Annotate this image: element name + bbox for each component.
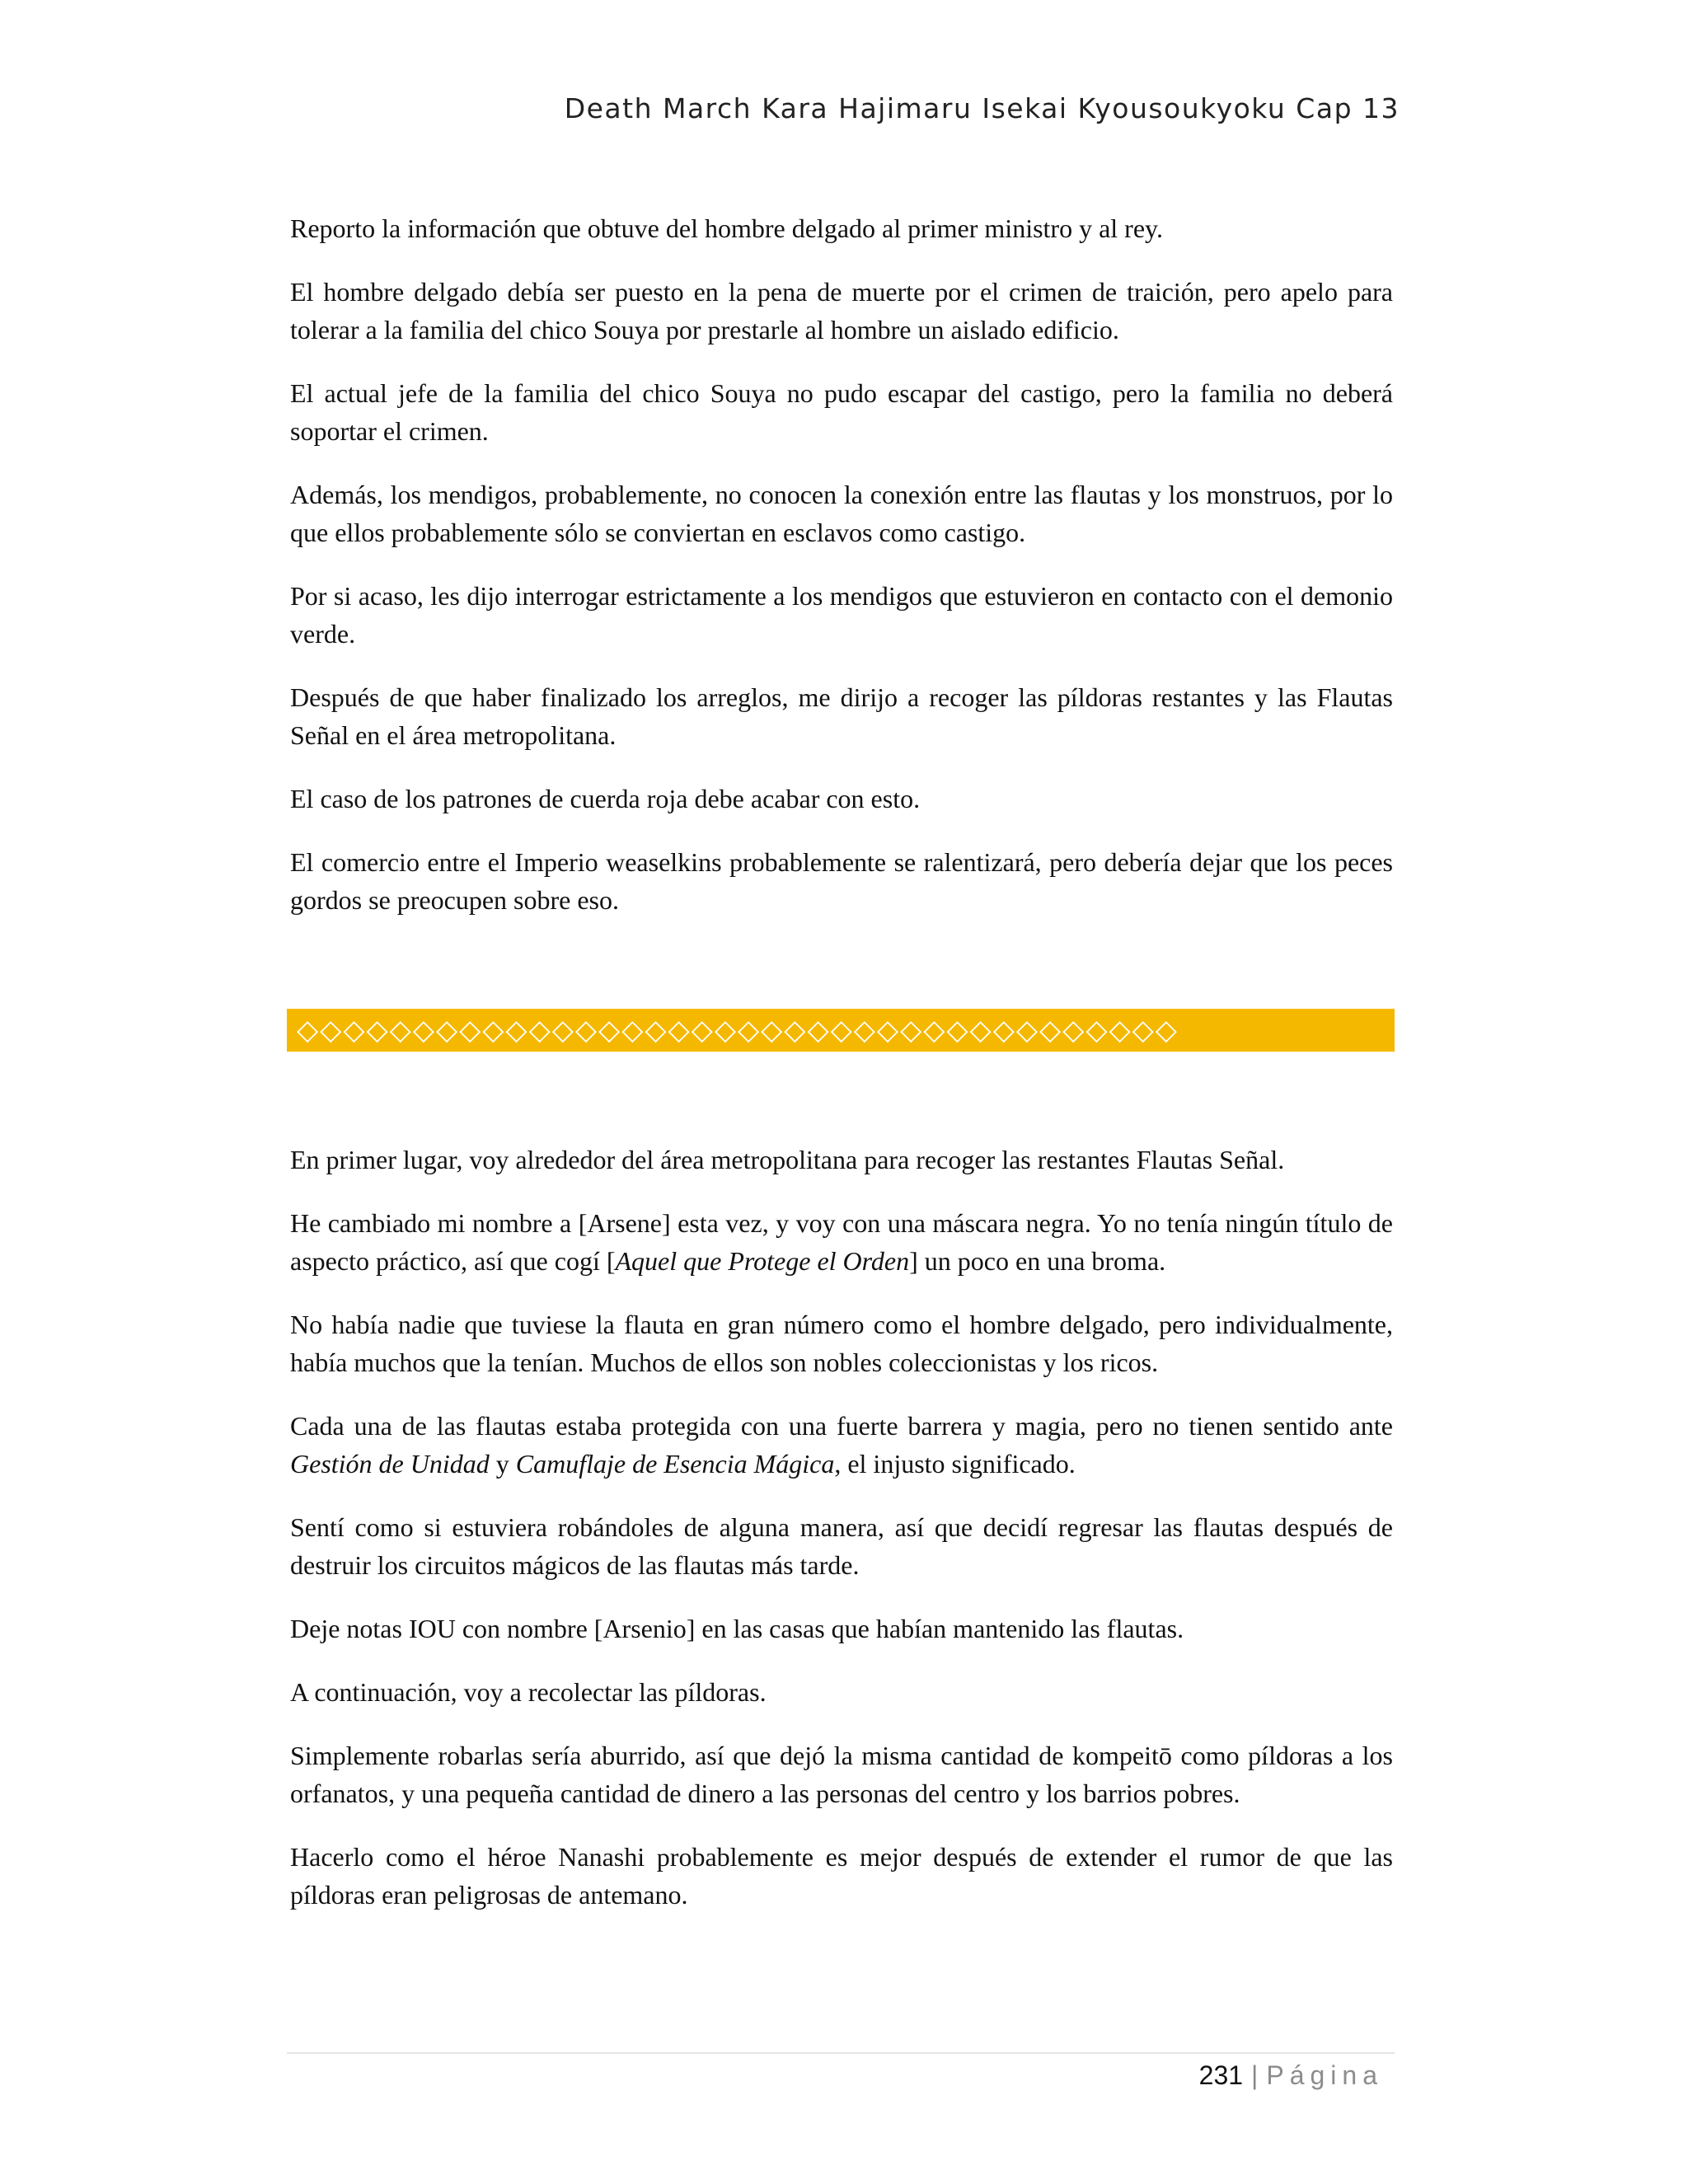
paragraph: Además, los mendigos, probablemente, no conocen la conexión entre las flautas y los monstruos, por lo que ellos probablemente sólo se conviertan en esclavos como castigo. <box>290 480 1393 547</box>
diamond-ornament-icon: ◇ <box>645 1014 667 1047</box>
diamond-ornament-icon: ◇ <box>853 1014 875 1047</box>
diamond-ornament-icon: ◇ <box>807 1014 829 1047</box>
diamond-ornament-icon: ◇ <box>668 1014 690 1047</box>
diamond-ornament-icon: ◇ <box>297 1014 319 1047</box>
paragraph: En primer lugar, voy alrededor del área metropolitana para recoger las restantes Flautas Señal. <box>290 1145 1285 1174</box>
diamond-ornament-icon: ◇ <box>737 1014 760 1047</box>
diamond-ornament-icon: ◇ <box>343 1014 365 1047</box>
diamond-ornament-icon: ◇ <box>505 1014 528 1047</box>
diamond-ornament-icon: ◇ <box>1109 1014 1131 1047</box>
diamond-ornament-icon: ◇ <box>876 1014 899 1047</box>
page-footer <box>1199 2060 1383 2091</box>
italic-skill-name: Gestión de Unidad <box>290 1449 490 1479</box>
diamond-ornament-icon: ◇ <box>714 1014 736 1047</box>
diamond-ornament-icon: ◇ <box>459 1014 481 1047</box>
diamond-ornament-icon: ◇ <box>923 1014 945 1047</box>
diamond-ornament-icon: ◇ <box>551 1014 574 1047</box>
paragraph: Simplemente robarlas sería aburrido, así que dejó la misma cantidad de kompeitō como píldoras a los orfanatos, y una pequeña cantidad de dinero a las personas del centro y los barrios pobres. <box>290 1741 1393 1808</box>
diamond-ornament-icon: ◇ <box>528 1014 551 1047</box>
paragraph: Por si acaso, les dijo interrogar estrictamente a los mendigos que estuvieron en contacto con el demonio verde. <box>290 581 1393 649</box>
section-two <box>290 1141 1393 1914</box>
diamond-ornament-icon: ◇ <box>412 1014 434 1047</box>
paragraph: No había nadie que tuviese la flauta en gran número como el hombre delgado, pero individualmente, había muchos que la tenían. Muchos de ellos son nobles coleccionistas y los ricos. <box>290 1310 1393 1377</box>
diamond-ornament-icon: ◇ <box>320 1014 342 1047</box>
paragraph: Cada una de las flautas estaba protegida con una fuerte barrera y magia, pero no tienen sentido ante Gestión de Unidad y Camuflaje de Esencia Mágica, el injusto significado. <box>290 1411 1393 1479</box>
paragraph: El actual jefe de la familia del chico Souya no pudo escapar del castigo, pero la familia no deberá soportar el crimen. <box>290 378 1393 446</box>
paragraph: El hombre delgado debía ser puesto en la pena de muerte por el crimen de traición, pero apelo para tolerar a la familia del chico Souya por prestarle al hombre un aislado edificio. <box>290 277 1393 344</box>
running-header-title: Death March Kara Hajimaru Isekai Kyousoukyoku Cap 13 <box>564 92 1400 124</box>
paragraph: Hacerlo como el héroe Nanashi probablemente es mejor después de extender el rumor de que las píldoras eran peligrosas de antemano. <box>290 1842 1393 1910</box>
diamond-ornament-icon: ◇ <box>389 1014 411 1047</box>
diamond-ornament-icon: ◇ <box>482 1014 504 1047</box>
paragraph: Después de que haber finalizado los arreglos, me dirijo a recoger las píldoras restantes y las Flautas Señal en el área metropolitana. <box>290 682 1393 750</box>
diamond-ornament-icon: ◇ <box>946 1014 968 1047</box>
page-number: 231 <box>1198 2060 1244 2090</box>
diamond-ornament-icon: ◇ <box>1132 1014 1154 1047</box>
paragraph: El caso de los patrones de cuerda roja debe acabar con esto. <box>290 784 921 813</box>
diamond-ornament-icon: ◇ <box>900 1014 922 1047</box>
paragraph: He cambiado mi nombre a [Arsene] esta vez, y voy con una máscara negra. Yo no tenía ningún título de aspecto práctico, así que cogí [Aquel que Protege el Orden] un poco en una broma. <box>290 1208 1393 1276</box>
diamond-ornament-icon: ◇ <box>1155 1014 1177 1047</box>
diamond-ornament-icon: ◇ <box>366 1014 388 1047</box>
diamond-ornament-icon: ◇ <box>1039 1014 1062 1047</box>
footer-separator: | <box>1251 2060 1259 2090</box>
diamond-ornament-icon: ◇ <box>969 1014 992 1047</box>
diamond-ornament-icon: ◇ <box>691 1014 713 1047</box>
diamond-ornament-icon: ◇ <box>598 1014 621 1047</box>
diamond-ornament-icon: ◇ <box>784 1014 806 1047</box>
diamond-ornament-icon: ◇ <box>830 1014 852 1047</box>
diamond-ornament-icon: ◇ <box>1015 1014 1038 1047</box>
paragraph: Sentí como si estuviera robándoles de alguna manera, así que decidí regresar las flautas después de destruir los circuitos mágicos de las flautas más tarde. <box>290 1512 1393 1580</box>
italic-skill-name: Camuflaje de Esencia Mágica <box>515 1449 835 1479</box>
paragraph: Deje notas IOU con nombre [Arsenio] en las casas que habían mantenido las flautas. <box>290 1614 1184 1643</box>
diamond-ornament-icon: ◇ <box>992 1014 1015 1047</box>
diamond-ornament-icon: ◇ <box>761 1014 783 1047</box>
diamond-ornament-icon: ◇ <box>621 1014 644 1047</box>
section-divider-band <box>287 1009 1395 1052</box>
paragraph: Reporto la información que obtuve del hombre delgado al primer ministro y al rey. <box>290 213 1163 243</box>
diamond-ornament-icon: ◇ <box>1085 1014 1108 1047</box>
footer-rule <box>287 2052 1395 2054</box>
section-one <box>290 209 1393 919</box>
paragraph: El comercio entre el Imperio weaselkins probablemente se ralentizará, pero debería dejar que los peces gordos se preocupen sobre eso. <box>290 847 1393 915</box>
diamond-ornament-icon: ◇ <box>435 1014 458 1047</box>
italic-title: Aquel que Protege el Orden <box>615 1246 910 1276</box>
diamond-ornament-icon: ◇ <box>1062 1014 1085 1047</box>
paragraph: A continuación, voy a recolectar las píldoras. <box>290 1677 767 1707</box>
diamond-ornament-icon: ◇ <box>574 1014 598 1047</box>
page-label: Página <box>1266 2060 1383 2090</box>
